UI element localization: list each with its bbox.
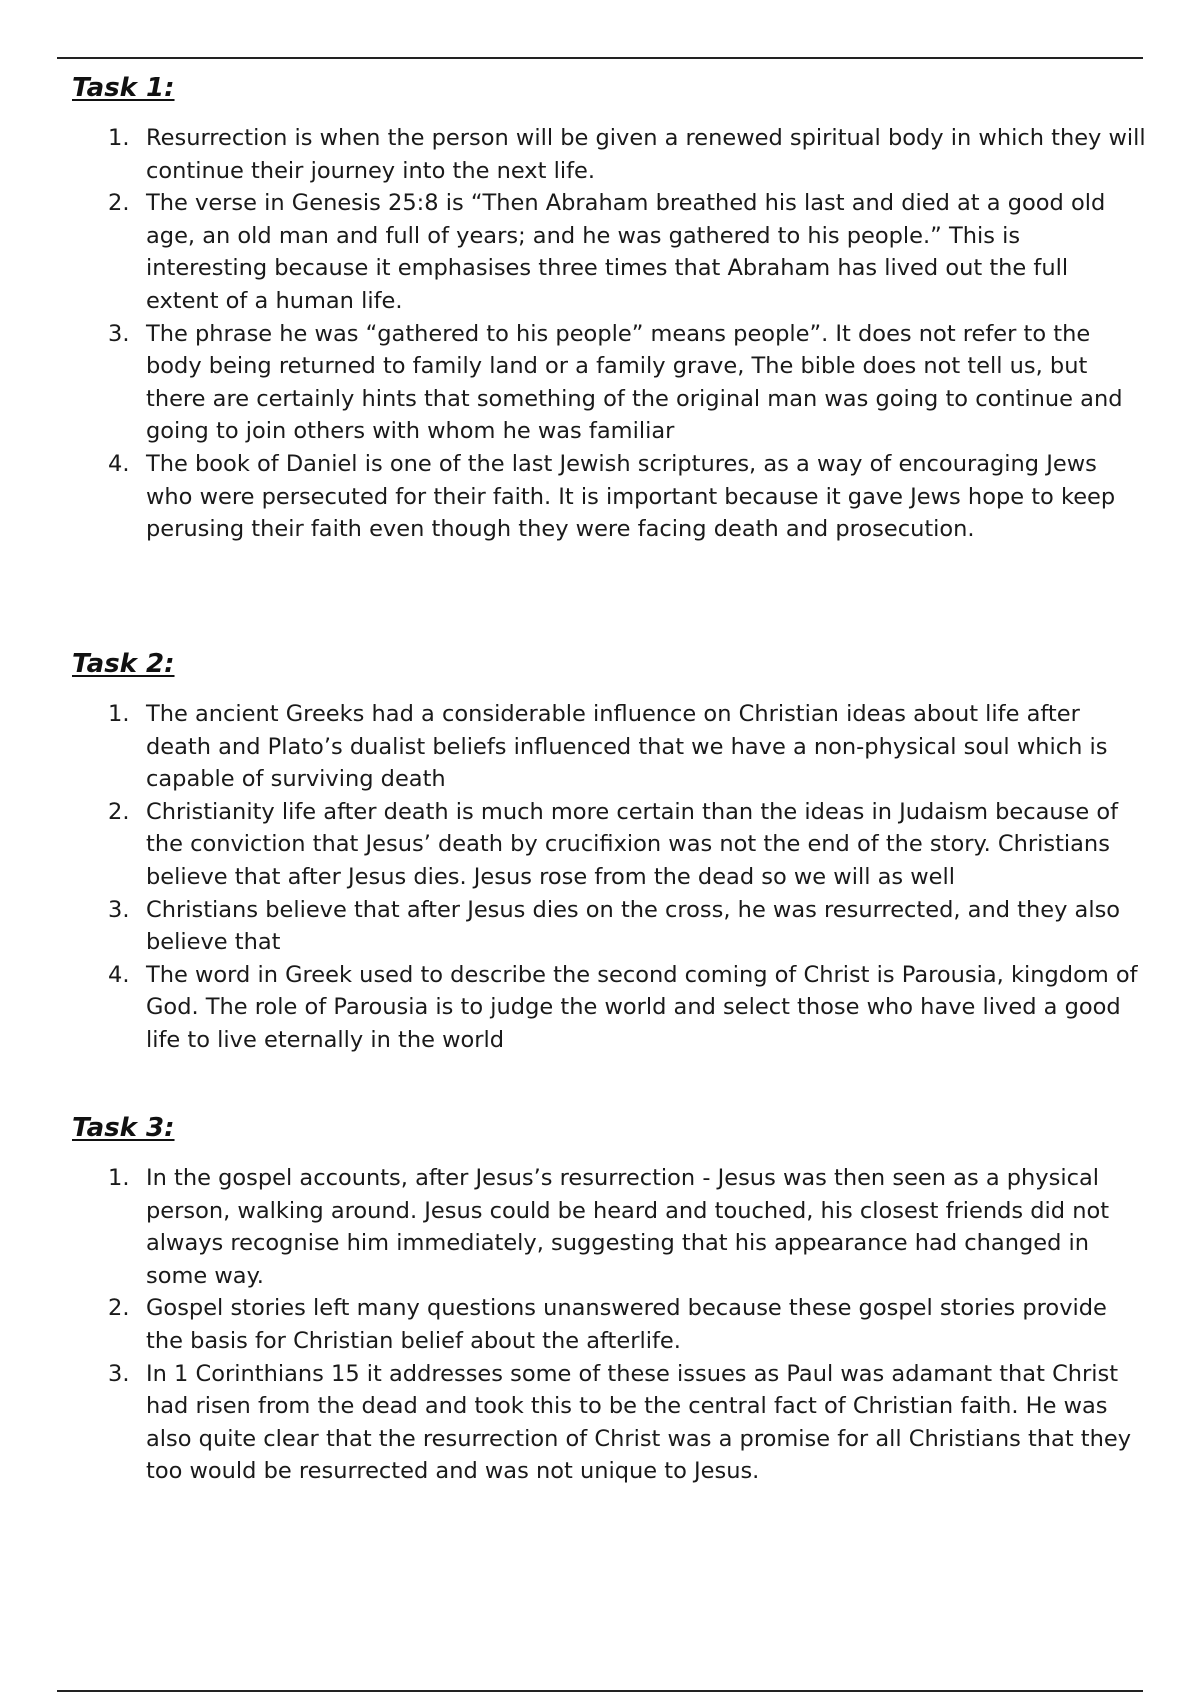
item-text: Christianity life after death is much more certain than the ideas in Judaism because of the conviction that Jesus’ death by crucifixion was not the end of the story. Christians believe that after Jesus dies. Jesus rose from the dead so we will as well: [146, 798, 1119, 890]
list-item: [72, 122, 1146, 187]
item-number: 4.: [108, 450, 130, 477]
item-number: 3.: [108, 896, 130, 923]
item-text: The ancient Greeks had a considerable influence on Christian ideas about life after death and Plato’s dualist beliefs influenced that we have a non-physical soul which is capable of surviving death: [146, 701, 1108, 793]
bottom-divider: [57, 1690, 1143, 1692]
item-number: 1.: [108, 701, 130, 727]
item-text: Gospel stories left many questions unanswered because these gospel stories provide the basis for Christian belief about the afterlife.: [146, 1295, 1107, 1354]
list-item: [72, 698, 1146, 796]
task-1-list: [72, 122, 1146, 546]
list-item: [72, 1358, 1146, 1488]
list-item: [72, 894, 1146, 959]
item-text: Christians believe that after Jesus dies on the cross, he was resurrected, and they also believe that: [146, 896, 1121, 956]
task-3-heading: Task 3:: [72, 1113, 175, 1143]
list-item: [72, 1162, 1146, 1292]
item-text: The book of Daniel is one of the last Jewish scriptures, as a way of encouraging Jews who were persecuted for their faith. It is important because it gave Jews hope to keep perusing their faith even though they were facing death and prosecution.: [146, 450, 1116, 543]
task-3-list: [72, 1162, 1142, 1488]
task-3-section: [72, 1112, 1142, 1488]
list-item: [72, 318, 1146, 448]
list-item: [72, 796, 1146, 894]
item-text: The verse in Genesis 25:8 is “Then Abraham breathed his last and died at a good old age, an old man and full of years; and he was gathered to his people.” This is interesting because it emphasises three times that Abraham has lived out the full extent of a human life.: [146, 190, 1106, 314]
item-text: The word in Greek used to describe the second coming of Christ is Parousia, kingdom of God. The role of Parousia is to judge the world and select those who have lived a good life to live eternally in the world: [146, 961, 1138, 1053]
item-text: In the gospel accounts, after Jesus’s resurrection - Jesus was then seen as a physical person, walking around. Jesus could be heard and touched, his closest friends did not always recognise him immediately, suggesting that his appearance had changed in some way.: [146, 1165, 1110, 1289]
item-number: 1.: [108, 1165, 130, 1191]
list-item: [72, 959, 1146, 1057]
task-2-heading: Task 2:: [72, 649, 175, 679]
top-divider: [57, 57, 1143, 59]
item-text: In 1 Corinthians 15 it addresses some of these issues as Paul was adamant that Christ had risen from the dead and took this to be the central fact of Christian faith. He was also quite clear that the resurrection of Christ was a promise for all Christians that they too would be resurrected and was not unique to Jesus.: [146, 1360, 1132, 1485]
task-2-list: [72, 698, 1142, 1057]
item-number: 3.: [108, 1360, 130, 1387]
item-number: 2.: [108, 1295, 130, 1322]
item-number: 1.: [108, 125, 130, 151]
item-number: 2.: [108, 798, 130, 825]
item-text: Resurrection is when the person will be given a renewed spiritual body in which they will continue their journey into the next life.: [146, 125, 1146, 184]
task-1-section: [72, 72, 1146, 546]
item-text: The phrase he was “gathered to his people” means people”. It does not refer to the body being returned to family land or a family grave, The bible does not tell us, but there are certainly hints that something of the original man was going to continue and going to join others with whom he was familiar: [146, 320, 1123, 445]
task-1-heading: Task 1:: [72, 73, 175, 103]
item-number: 4.: [108, 961, 130, 988]
item-number: 2.: [108, 190, 130, 217]
list-item: [72, 187, 1146, 317]
item-number: 3.: [108, 320, 130, 347]
list-item: [72, 448, 1146, 546]
list-item: [72, 1292, 1146, 1357]
task-2-section: [72, 648, 1142, 1057]
